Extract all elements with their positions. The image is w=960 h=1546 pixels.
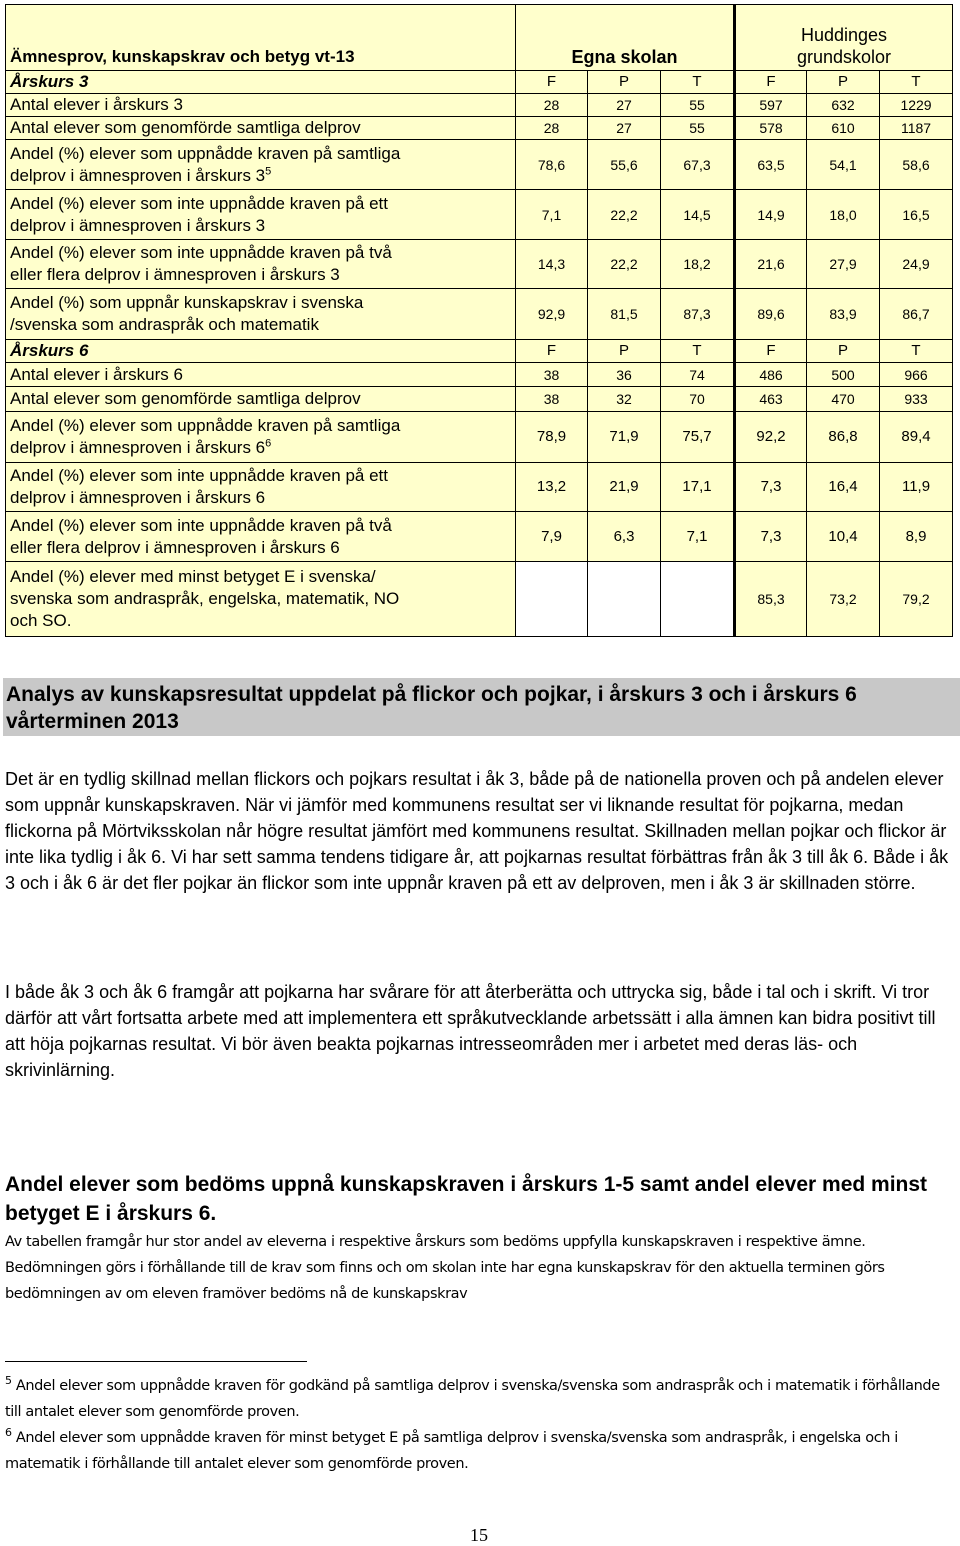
table-cell: 54,1 [807, 140, 880, 190]
row-label-line: delprov i ämnesproven i årskurs 3 [10, 215, 266, 235]
table-cell: 27 [588, 117, 661, 140]
table-row [6, 562, 953, 637]
footnote-6-number: 6 [5, 1426, 12, 1440]
col-hud-line2: grundskolor [796, 47, 892, 67]
grade6-col-header: T [880, 340, 953, 363]
table-row [6, 240, 953, 289]
table-cell: 86,7 [880, 289, 953, 340]
table-cell: 27,9 [807, 240, 880, 289]
row-label-line: Andel (%) elever som inte uppnådde kraven på två [10, 243, 392, 262]
page-number: 15 [470, 1525, 488, 1545]
table-cell: 18,2 [661, 240, 735, 289]
table-cell: 463 [735, 387, 807, 412]
grade6-col-header: F [516, 340, 588, 363]
row-label [6, 140, 516, 190]
table-cell: 966 [880, 363, 953, 387]
row-label-line: och SO. [10, 611, 72, 630]
table-cell: 22,2 [588, 240, 661, 289]
row-label-line: eller flera delprov i ämnesproven i årskurs 6 [10, 537, 340, 557]
table-cell [588, 562, 661, 637]
row-label-line: delprov i ämnesproven i årskurs 6 [10, 438, 266, 457]
footnote-ref: 5 [265, 164, 272, 177]
footnote-5 [5, 1373, 955, 1425]
table-cell: 933 [880, 387, 953, 412]
footnote-ref: 6 [265, 437, 272, 450]
table-row [6, 289, 953, 340]
paragraph-table-description: Av tabellen framgår hur stor andel av eleverna i respektive årskurs som bedöms uppfylla kunskapskraven i respektive ämne. Bedömningen görs i förhållande till de krav som finns och om skolan inte har egna kunskapskrav för den aktuella terminen görs bedömningen av om eleven framöver bedöms nå de kunskapskrav [5, 1234, 885, 1302]
table-cell: 16,4 [807, 463, 880, 512]
grade6-header-row [6, 340, 953, 363]
table-cell: 610 [807, 117, 880, 140]
row-label [6, 463, 516, 512]
table-cell: 632 [807, 94, 880, 117]
paragraph-language-development: I både åk 3 och åk 6 framgår att pojkarna har svårare för att återberätta och uttrycka sig, både i tal och i skrift. Vi tror därför att vårt fortsatta arbete med att implementera ett språkutvecklande arbetssätt i alla ämnen kan bidra positivt till att höja pojkarnas resultat. Vi bör även beakta pojkarnas intresseområden mer i arbetet med deras läs- och skrivinlärning. [5, 982, 936, 1080]
row-label [6, 387, 516, 412]
row-label-line: Andel (%) som uppnår kunskapskrav i svenska [10, 293, 364, 312]
table-cell: 14,9 [735, 190, 807, 240]
row-label-line: Andel (%) elever som inte uppnådde kraven på ett [10, 466, 389, 485]
row-label-text: Antal elever som genomförde samtliga delprov [10, 389, 361, 408]
table-cell: 92,9 [516, 289, 588, 340]
col-egna-skolan: Egna skolan [516, 5, 735, 71]
table-row [6, 387, 953, 412]
row-label-line: svenska som andraspråk, engelska, matematik, NO [10, 589, 400, 608]
grade3-col-header: T [880, 71, 953, 94]
table-cell: 78,9 [516, 412, 588, 463]
footnote-5-number: 5 [5, 1374, 12, 1388]
table-cell: 32 [588, 387, 661, 412]
row-label [6, 117, 516, 140]
table-row [6, 94, 953, 117]
row-label-text: Antal elever i årskurs 6 [10, 364, 183, 384]
table-cell: 89,4 [880, 412, 953, 463]
row-label [6, 240, 516, 289]
table-cell: 85,3 [735, 562, 807, 637]
table-cell: 14,3 [516, 240, 588, 289]
row-label [6, 512, 516, 562]
table-row [6, 463, 953, 512]
grade6-col-header: P [807, 340, 880, 363]
table-cell: 73,2 [807, 562, 880, 637]
table-cell: 7,9 [516, 512, 588, 562]
grade6-col-header: P [588, 340, 661, 363]
table-cell: 18,0 [807, 190, 880, 240]
table-cell: 597 [735, 94, 807, 117]
analysis-heading: Analys av kunskapsresultat uppdelat på flickor och pojkar, i årskurs 3 och i årskurs 6 vårterminen 2013 [3, 678, 960, 736]
table-cell: 470 [807, 387, 880, 412]
row-label [6, 412, 516, 463]
table-cell: 70 [661, 387, 735, 412]
footnote-separator [5, 1361, 307, 1362]
row-label-line: delprov i ämnesproven i årskurs 6 [10, 488, 266, 507]
table-cell: 7,3 [735, 512, 807, 562]
table-cell: 55 [661, 94, 735, 117]
table-row [6, 190, 953, 240]
row-label-line: Andel (%) elever som inte uppnådde kraven på ett [10, 193, 389, 213]
grade3-col-header: T [661, 71, 735, 94]
table-cell: 28 [516, 94, 588, 117]
col-hud-line1: Huddinges [800, 25, 888, 45]
row-label-text: Antal elever som genomförde samtliga delprov [10, 118, 361, 137]
table-cell: 71,9 [588, 412, 661, 463]
row-label [6, 363, 516, 387]
row-label-line: /svenska som andraspråk och matematik [10, 315, 319, 334]
table-cell: 55 [661, 117, 735, 140]
table-cell: 13,2 [516, 463, 588, 512]
row-label [6, 289, 516, 340]
table-cell: 17,1 [661, 463, 735, 512]
table-row [6, 363, 953, 387]
table-cell: 78,6 [516, 140, 588, 190]
table-cell: 36 [588, 363, 661, 387]
table-cell: 500 [807, 363, 880, 387]
table-row [6, 512, 953, 562]
table-cell: 63,5 [735, 140, 807, 190]
section-heading-kunskapskrav: Andel elever som bedöms uppnå kunskapskraven i årskurs 1-5 samt andel elever med minst betyget E i årskurs 6. [5, 1173, 928, 1225]
table-cell: 578 [735, 117, 807, 140]
table-cell: 8,9 [880, 512, 953, 562]
grade3-col-header: F [735, 71, 807, 94]
table-cell: 89,6 [735, 289, 807, 340]
table-cell: 16,5 [880, 190, 953, 240]
table-cell: 92,2 [735, 412, 807, 463]
table-cell: 22,2 [588, 190, 661, 240]
grade6-col-header: T [661, 340, 735, 363]
footnote-6 [5, 1425, 955, 1477]
row-label [6, 562, 516, 637]
table-cell: 58,6 [880, 140, 953, 190]
table-cell: 28 [516, 117, 588, 140]
table-cell: 10,4 [807, 512, 880, 562]
table-cell: 67,3 [661, 140, 735, 190]
table-cell: 87,3 [661, 289, 735, 340]
row-label-line: Andel (%) elever med minst betyget E i svenska/ [10, 567, 376, 586]
table-cell: 486 [735, 363, 807, 387]
row-label-line: delprov i ämnesproven i årskurs 3 [10, 165, 266, 185]
paragraph-gender-differences: Det är en tydlig skillnad mellan flickors och pojkars resultat i åk 3, både på de nationella proven och på andelen elever som uppnår kunskapskraven. När vi jämför med kommunens resultat ser vi liknande resultat för pojkarna, medan flickorna på Mörtviksskolan når högre resultat jämfört med kommunens resultat. Skillnaden mellan pojkar och flickor är inte lika tydlig i åk 6. Vi har sett samma tendens tidigare år, att pojkarnas resultat förbättras från åk 3 till åk 6. Både i åk 3 och i åk 6 är det fler pojkar än flickor som inte uppnår kraven på ett av delproven, men i åk 3 är skillnaden större. [5, 769, 949, 893]
table-cell: 1229 [880, 94, 953, 117]
table-cell: 14,5 [661, 190, 735, 240]
table-cell [661, 562, 735, 637]
table-cell: 81,5 [588, 289, 661, 340]
table-cell: 1187 [880, 117, 953, 140]
row-label-text: Antal elever i årskurs 3 [10, 95, 183, 114]
table-row [6, 412, 953, 463]
table-cell: 21,9 [588, 463, 661, 512]
footnote-5-text: Andel elever som uppnådde kraven för godkänd på samtliga delprov i svenska/svenska som andraspråk och i matematik i förhållande till antalet elever som genomförde proven. [5, 1378, 940, 1420]
table-cell: 7,1 [661, 512, 735, 562]
row-label-line: Andel (%) elever som inte uppnådde kraven på två [10, 515, 392, 535]
results-table [5, 4, 953, 637]
table-cell: 75,7 [661, 412, 735, 463]
table-row [6, 140, 953, 190]
table-cell: 27 [588, 94, 661, 117]
table-cell: 55,6 [588, 140, 661, 190]
col-huddinges-grundskolor [735, 5, 953, 71]
table-row [6, 117, 953, 140]
table-title: Ämnesprov, kunskapskrav och betyg vt-13 [6, 5, 516, 71]
table-cell: 21,6 [735, 240, 807, 289]
table-cell: 74 [661, 363, 735, 387]
table-cell [516, 562, 588, 637]
table-cell: 38 [516, 387, 588, 412]
grade6-col-header: F [735, 340, 807, 363]
row-label-line: eller flera delprov i ämnesproven i årskurs 3 [10, 265, 340, 284]
row-label [6, 190, 516, 240]
grade3-col-header: P [807, 71, 880, 94]
grade3-col-header: P [588, 71, 661, 94]
table-cell: 6,3 [588, 512, 661, 562]
grade3-col-header: F [516, 71, 588, 94]
table-cell: 83,9 [807, 289, 880, 340]
footnote-6-text: Andel elever som uppnådde kraven för minst betyget E på samtliga delprov i svenska/svenska som andraspråk, i engelska och i matematik i förhållande till antalet elever som genomförde proven. [5, 1430, 898, 1472]
table-cell: 11,9 [880, 463, 953, 512]
table-cell: 38 [516, 363, 588, 387]
row-label-line: Andel (%) elever som uppnådde kraven på samtliga [10, 416, 401, 435]
table-cell: 24,9 [880, 240, 953, 289]
grade3-header-row [6, 71, 953, 94]
table-cell: 79,2 [880, 562, 953, 637]
row-label-line: Andel (%) elever som uppnådde kraven på samtliga [10, 143, 401, 163]
table-cell: 7,3 [735, 463, 807, 512]
grade3-label: Årskurs 3 [6, 71, 516, 94]
row-label [6, 94, 516, 117]
table-cell: 7,1 [516, 190, 588, 240]
grade6-label: Årskurs 6 [6, 340, 516, 363]
table-cell: 86,8 [807, 412, 880, 463]
